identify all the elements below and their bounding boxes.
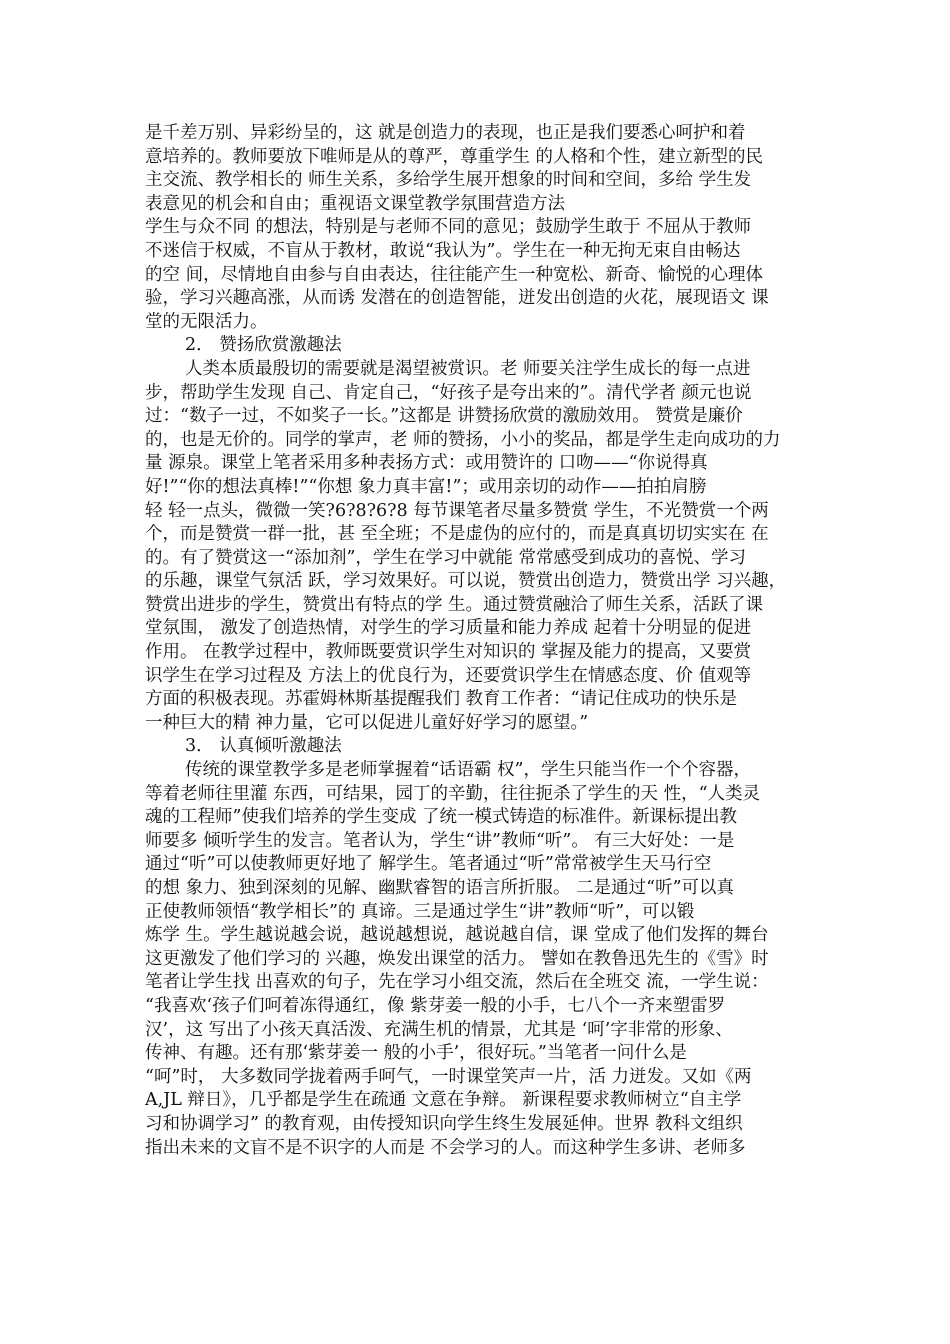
text-line: 个，而是赞赏一群一批，甚 至全班；不是虚伪的应付的，而是真真切切实实在 在 [145,524,769,545]
text-line: 好!”“你的想法真棒!”“你想 象力真丰富!”；或用亲切的动作——拍拍肩膀 [145,476,707,497]
text-line: 的，也是无价的。同学的掌声，老 师的赞扬，小小的奖品，都是学生走向成功的力 [145,429,781,450]
text-line: 轻 轻一点头，微微一笑?6?8?6?8 每节课笔者尽量多赞赏 学生，不光赞赏一个两 [145,500,769,521]
text-line: 正使教师领悟“教学相长”的 真谛。三是通过学生“讲”教师“听”，可以锻 [145,901,695,922]
text-line: 通过“听”可以使教师更好地了 解学生。笔者通过“听”常常被学生天马行空 [145,854,712,875]
section-heading: 3． 认真倾听激趣法 [185,736,342,757]
text-line: A,JL 辩日》，几乎都是学生在疏通 文意在争辩。 新课程要求教师树立“自主学 [145,1090,742,1111]
text-line: 汉’，这 写出了小孩天真活泼、充满生机的情景，尤其是 ‘呵’字非常的形象、 [145,1019,733,1040]
text-line: 表意见的机会和自由；重视语文课堂教学氛围营造方法 [145,193,565,214]
text-line: 验，学习兴趣高涨，从而诱 发潜在的创造智能，迸发出创造的火花，展现语文 课 [145,288,769,309]
text-line: 的空 间，尽情地自由参与自由表达，往往能产生一种宽松、新奇、愉悦的心理体 [145,264,764,285]
paragraph-first-line: 传统的课堂教学多是老师掌握着“话语霸 权”，学生只能当作一个个容器， [185,760,751,781]
text-line: 意培养的。教师要放下唯师是从的尊严，尊重学生 的人格和个性，建立新型的民 [145,146,764,167]
text-line: 量 源泉。课堂上笔者采用多种表扬方式：或用赞许的 口吻——“你说得真 [145,453,708,474]
text-line: 主交流、教学相长的 师生关系，多给学生展开想象的时间和空间，多给 学生发 [145,170,752,191]
text-line: 一种巨大的精 神力量，它可以促进儿童好好学习的愿望。” [145,712,589,733]
text-line: “我喜欢‘孩子们呵着冻得通红，像 紫芽姜一般的小手，七八个一齐来塑雷罗 [145,995,726,1016]
text-line: 等着老师往里灌 东西，可结果，园丁的辛勤，往往扼杀了学生的天 性，“人类灵 [145,783,761,804]
text-line: 方面的积极表现。苏霍姆林斯基提醒我们 教育工作者：“请记住成功的快乐是 [145,689,738,710]
text-line: 指出未来的文盲不是不识字的人而是 不会学习的人。而这种学生多讲、老师多 [145,1137,746,1158]
text-line: 的。有了赞赏这一“添加剂”，学生在学习中就能 常常感受到成功的喜悦、学习 [145,547,746,568]
text-line: 传神、有趣。还有那‘紫芽姜一 般的小手’，很好玩。”当笔者一问什么是 [145,1043,687,1064]
text-line: 学生与众不同 的想法，特别是与老师不同的意见；鼓励学生敢于 不屈从于教师 [145,217,752,238]
text-line: 魂的工程师”使我们培养的学生变成 了统一模式铸造的标准件。新课标提出教 [145,807,738,828]
body-text [145,122,813,1160]
section-heading: 2． 赞扬欣赏激趣法 [185,335,342,356]
text-line: 的想 象力、独到深刻的见解、幽默睿智的语言所折服。 二是通过“听”可以真 [145,878,735,898]
text-line: “呵”时， 大多数同学拢着两手呵气，一时课堂笑声一片，活 力迸发。又如《两 [145,1066,752,1087]
text-line: 堂的无限活力。 [145,311,268,332]
text-line: 师要多 倾听学生的发言。笔者认为，学生“讲”教师“听”。 有三大好处：一是 [145,830,735,851]
text-line: 作用。 在教学过程中，教师既要赏识学生对知识的 掌握及能力的提高，又要赏 [145,642,752,663]
paragraph-first-line: 人类本质最殷切的需要就是渴望被赏识。老 师要关注学生成长的每一点进 [185,358,751,379]
text-line: 步，帮助学生发现 自己、肯定自己，“好孩子是夸出来的”。清代学者 颜元也说 [145,382,752,403]
text-line: 过：“数子一过，不如奖子一长。”这都是 讲赞扬欣赏的激励效用。 赞赏是廉价 [145,406,743,427]
text-line: 识学生在学习过程及 方法上的优良行为，还要赏识学生在情感态度、价 值观等 [145,665,752,686]
text-line: 笔者让学生找 出喜欢的句子，先在学习小组交流，然后在全班交 流，一学生说： [145,972,769,993]
text-line: 这更激发了他们学习的 兴趣，焕发出课堂的活力。 譬如在教鲁迅先生的《雪》时 [145,948,769,969]
text-line: 不迷信于权威，不盲从于教材，敢说“我认为”。学生在一种无拘无束自由畅达 [145,240,741,261]
text-line: 是千差万别、异彩纷呈的，这 就是创造力的表现，也正是我们要悉心呵护和着 [145,123,746,143]
text-line: 习和协调学习” 的教育观，由传授知识向学生终生发展延伸。世界 教科文组织 [145,1113,743,1134]
text-line: 的乐趣，课堂气氛活 跃，学习效果好。可以说，赞赏出创造力，赞赏出学 习兴趣， [145,571,787,592]
text-line: 堂氛围， 激发了创造热情，对学生的学习质量和能力养成 起着十分明显的促进 [145,618,752,639]
text-line: 炼学 生。学生越说越会说，越说越想说，越说越自信，课 堂成了他们发挥的舞台 [145,925,769,946]
text-line: 赞赏出进步的学生，赞赏出有特点的学 生。通过赞赏融洽了师生关系，活跃了课 [145,594,764,615]
